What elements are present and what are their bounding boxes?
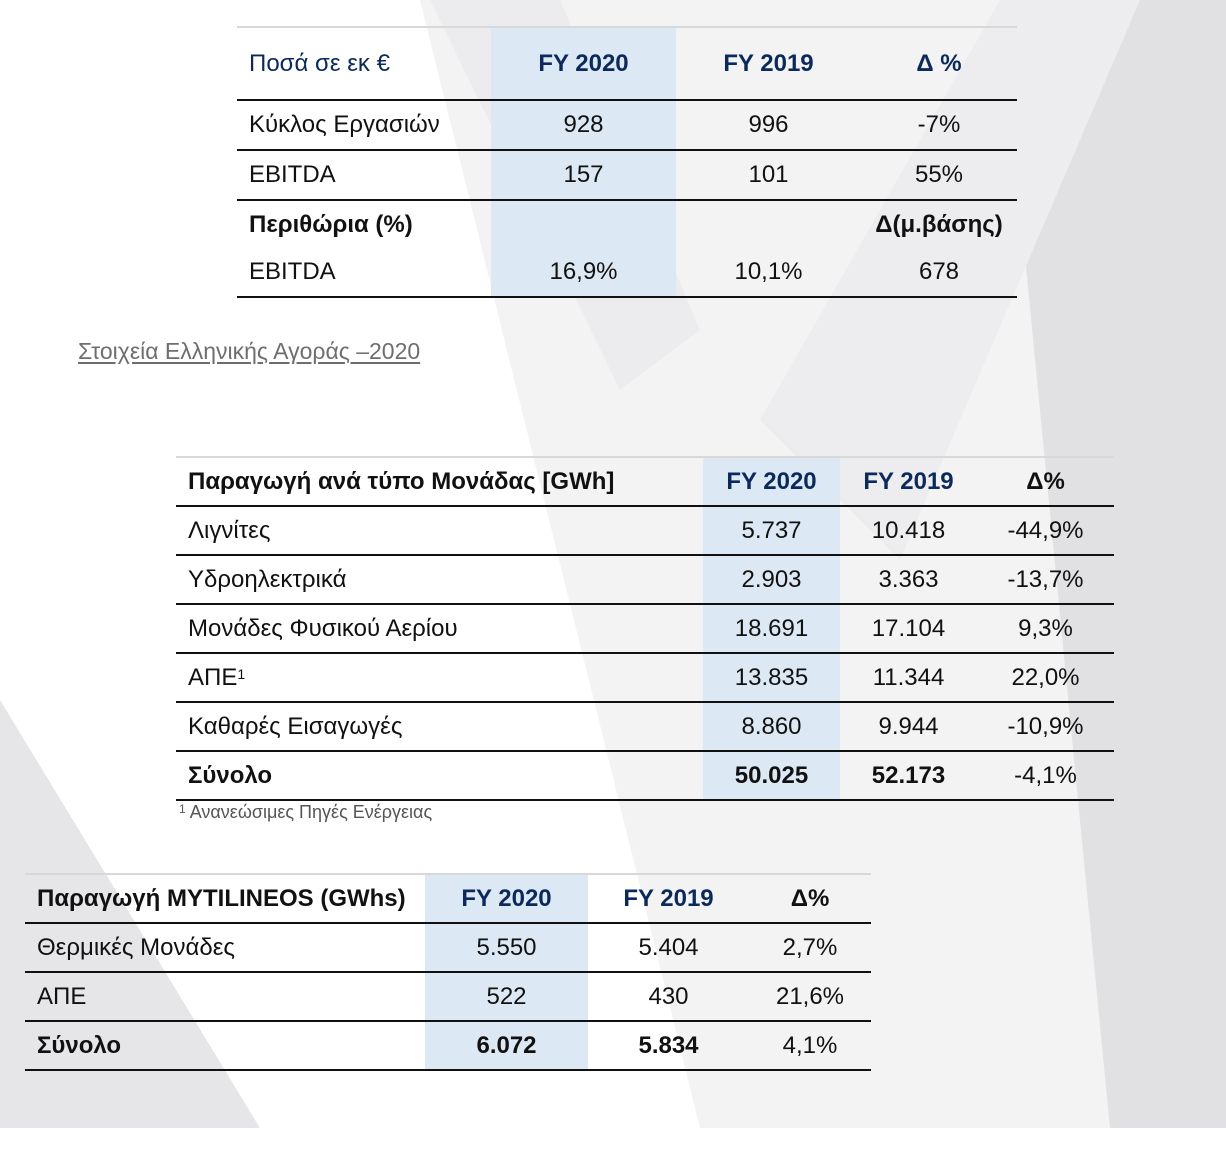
header-fy2020: FY 2020 [703, 457, 840, 506]
cell-fy2019: 430 [588, 972, 749, 1021]
row-label: Λιγνίτες [176, 506, 703, 555]
header-delta: Δ% [977, 457, 1114, 506]
cell-fy2020: 928 [491, 100, 676, 150]
footnote-marker: 1 [237, 665, 246, 682]
table-row [237, 100, 1017, 150]
cell-fy2019: 10.418 [840, 506, 977, 555]
margins-header-row [237, 200, 1017, 248]
empty-cell [491, 200, 676, 248]
cell-delta: 22,0% [977, 653, 1114, 702]
empty-cell [676, 200, 861, 248]
row-label-text: ΑΠΕ [188, 663, 238, 691]
total-delta: 4,1% [749, 1021, 871, 1070]
cell-delta: 9,3% [977, 604, 1114, 653]
cell-fy2020: 5.737 [703, 506, 840, 555]
header-label: Ποσά σε εκ € [237, 27, 491, 100]
row-label: Θερμικές Μονάδες [25, 923, 425, 972]
footnote-text: Ανανεώσιμες Πηγές Ενέργειας [189, 802, 433, 822]
total-fy2019: 5.834 [588, 1021, 749, 1070]
margins-delta-label: Δ(μ.βάσης) [875, 210, 1003, 238]
table-row [237, 150, 1017, 200]
total-label: Σύνολο [25, 1021, 425, 1070]
cell-fy2020: 8.860 [703, 702, 840, 751]
table-header-row [237, 27, 1017, 100]
section-title-link[interactable]: Στοιχεία Ελληνικής Αγοράς –2020 [78, 338, 421, 364]
generation-by-type-table [176, 456, 1114, 801]
total-delta: -4,1% [977, 751, 1114, 800]
footnote [179, 802, 432, 823]
table-row [25, 972, 871, 1021]
cell-fy2019: 5.404 [588, 923, 749, 972]
total-fy2020: 50.025 [703, 751, 840, 800]
table-row [176, 702, 1114, 751]
row-label: ΑΠΕ [25, 972, 425, 1021]
total-label: Σύνολο [176, 751, 703, 800]
cell-fy2020: 5.550 [425, 923, 588, 972]
cell-delta: -44,9% [977, 506, 1114, 555]
cell-fy2020: 13.835 [703, 653, 840, 702]
table-row [25, 923, 871, 972]
cell-fy2020: 18.691 [703, 604, 840, 653]
cell-delta: 678 [861, 248, 1017, 297]
cell-fy2020: 522 [425, 972, 588, 1021]
cell-fy2020: 2.903 [703, 555, 840, 604]
cell-fy2019: 11.344 [840, 653, 977, 702]
cell-fy2020: 157 [491, 150, 676, 200]
row-label: Υδροηλεκτρικά [176, 555, 703, 604]
cell-fy2019: 9.944 [840, 702, 977, 751]
cell-delta: -10,9% [977, 702, 1114, 751]
total-row [25, 1021, 871, 1070]
table-row [176, 653, 1114, 702]
row-label: EBITDA [237, 150, 491, 200]
row-label: Καθαρές Εισαγωγές [176, 702, 703, 751]
table-row [176, 555, 1114, 604]
header-fy2019: FY 2019 [840, 457, 977, 506]
table-row [237, 248, 1017, 297]
margins-label: Περιθώρια (%) [249, 210, 413, 238]
cell-delta: 21,6% [749, 972, 871, 1021]
mytilineos-generation-table [25, 873, 871, 1071]
cell-delta: 55% [861, 150, 1017, 200]
cell-fy2019: 996 [676, 100, 861, 150]
cell-fy2019: 17.104 [840, 604, 977, 653]
cell-fy2019: 101 [676, 150, 861, 200]
footnote-mark: 1 [179, 802, 186, 816]
financial-summary-table [237, 26, 1017, 298]
header-fy2020: FY 2020 [425, 874, 588, 923]
cell-delta: 2,7% [749, 923, 871, 972]
row-label: Μονάδες Φυσικού Αερίου [176, 604, 703, 653]
header-delta: Δ % [861, 27, 1017, 100]
total-fy2020: 6.072 [425, 1021, 588, 1070]
total-row [176, 751, 1114, 800]
cell-delta: -7% [861, 100, 1017, 150]
table-row [176, 604, 1114, 653]
header-delta: Δ% [749, 874, 871, 923]
header-label: Παραγωγή MYTILINEOS (GWhs) [25, 874, 425, 923]
table-row [176, 506, 1114, 555]
total-fy2019: 52.173 [840, 751, 977, 800]
cell-fy2019: 3.363 [840, 555, 977, 604]
header-label: Παραγωγή ανά τύπο Μονάδας [GWh] [176, 457, 703, 506]
row-label [176, 653, 703, 702]
header-fy2019: FY 2019 [588, 874, 749, 923]
row-label: Κύκλος Εργασιών [237, 100, 491, 150]
row-label: EBITDA [237, 248, 491, 297]
cell-delta: -13,7% [977, 555, 1114, 604]
header-fy2019: FY 2019 [676, 27, 861, 100]
table-header-row [176, 457, 1114, 506]
cell-fy2020: 16,9% [491, 248, 676, 297]
table-header-row [25, 874, 871, 923]
header-fy2020: FY 2020 [491, 27, 676, 100]
cell-fy2019: 10,1% [676, 248, 861, 297]
